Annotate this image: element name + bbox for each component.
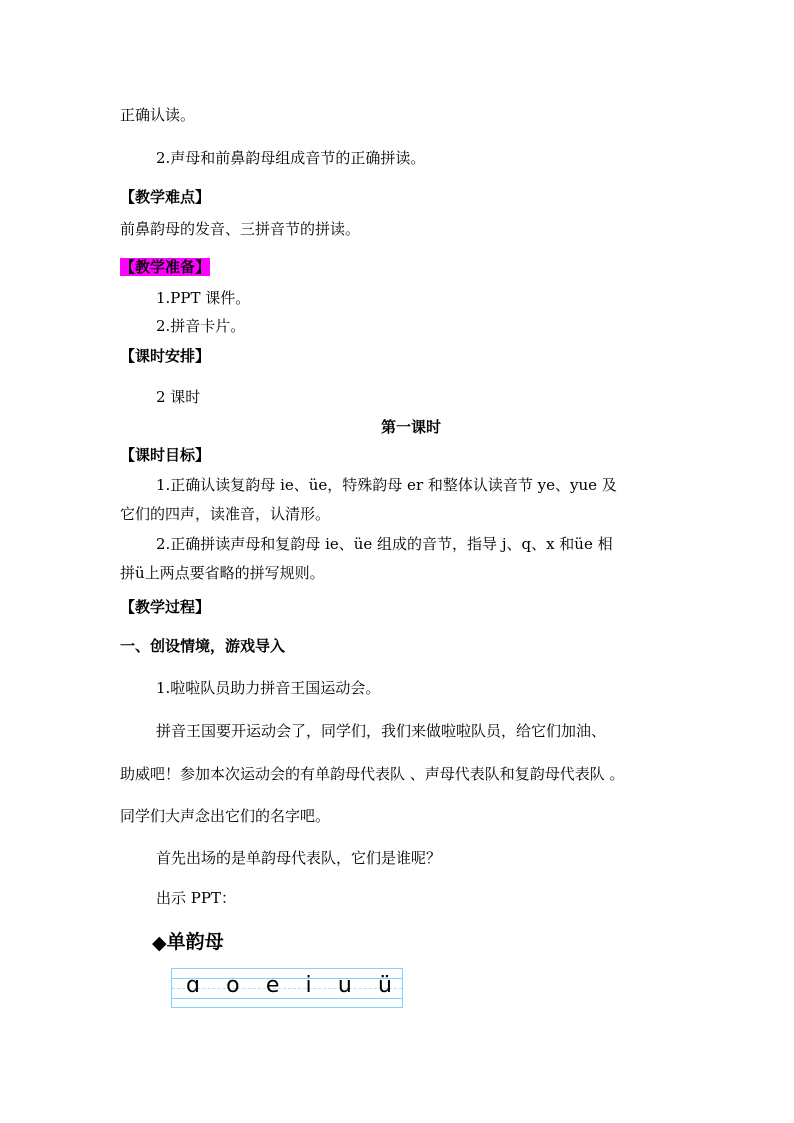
lesson-title: 第一课时 [381,418,442,436]
body-text: 2.声母和前鼻韵母组成音节的正确拼读。 [156,149,426,167]
body-text: 拼ü上两点要省略的拼写规则。 [120,564,325,582]
pinyin-letter: ü [378,973,392,998]
section-heading [120,256,210,278]
body-text: 正确认读。 [120,106,196,124]
body-text: 1.啦啦队员助力拼音王国运动会。 [156,679,381,697]
body-text: 首先出场的是单韵母代表队，它们是谁呢？ [156,849,442,867]
highlighted-heading: 【教学准备】 [120,258,211,276]
pinyin-letter: o [226,973,240,998]
diamond-bullet-icon: ◆ [152,932,167,954]
pinyin-letter: i [305,973,312,998]
body-text: 拼音王国要开运动会了，同学们，我们来做啦啦队员，给它们加油、 [156,722,607,740]
body-text: 助威吧！参加本次运动会的有单韵母代表队 、声母代表队和复韵母代表队 。 [120,765,625,783]
slide-title [152,928,224,956]
section-heading: 【课时安排】 [120,347,211,365]
body-text: 1.正确认读复韵母 ie、üe，特殊韵母 er 和整体认读音节 ye、yue 及 [156,476,617,494]
pinyin-letter: e [265,973,280,998]
pinyin-writing-grid [171,968,403,1008]
body-text: 它们的四声，读准音，认清形。 [120,505,331,523]
pinyin-letter: u [337,973,352,998]
body-text: 同学们大声念出它们的名字吧。 [120,807,331,825]
section-heading: 【教学过程】 [120,598,211,616]
section-heading: 【课时目标】 [120,446,211,464]
pinyin-letter: ɑ [186,973,200,998]
body-text: 2.正确拼读声母和复韵母 ie、üe 组成的音节，指导 j、q、x 和üe 相 [156,535,613,553]
section-heading: 【教学难点】 [120,188,211,206]
body-text: 2.拼音卡片。 [156,317,246,335]
slide-title-text: 单韵母 [166,931,224,953]
subsection-heading: 一、创设情境，游戏导入 [120,637,286,655]
body-text: 前鼻韵母的发音、三拼音节的拼读。 [120,220,361,238]
body-text: 2 课时 [156,388,201,406]
body-text: 出示 PPT： [156,889,236,907]
pinyin-letter-row [186,972,392,1000]
body-text: 1.PPT 课件。 [156,289,251,307]
